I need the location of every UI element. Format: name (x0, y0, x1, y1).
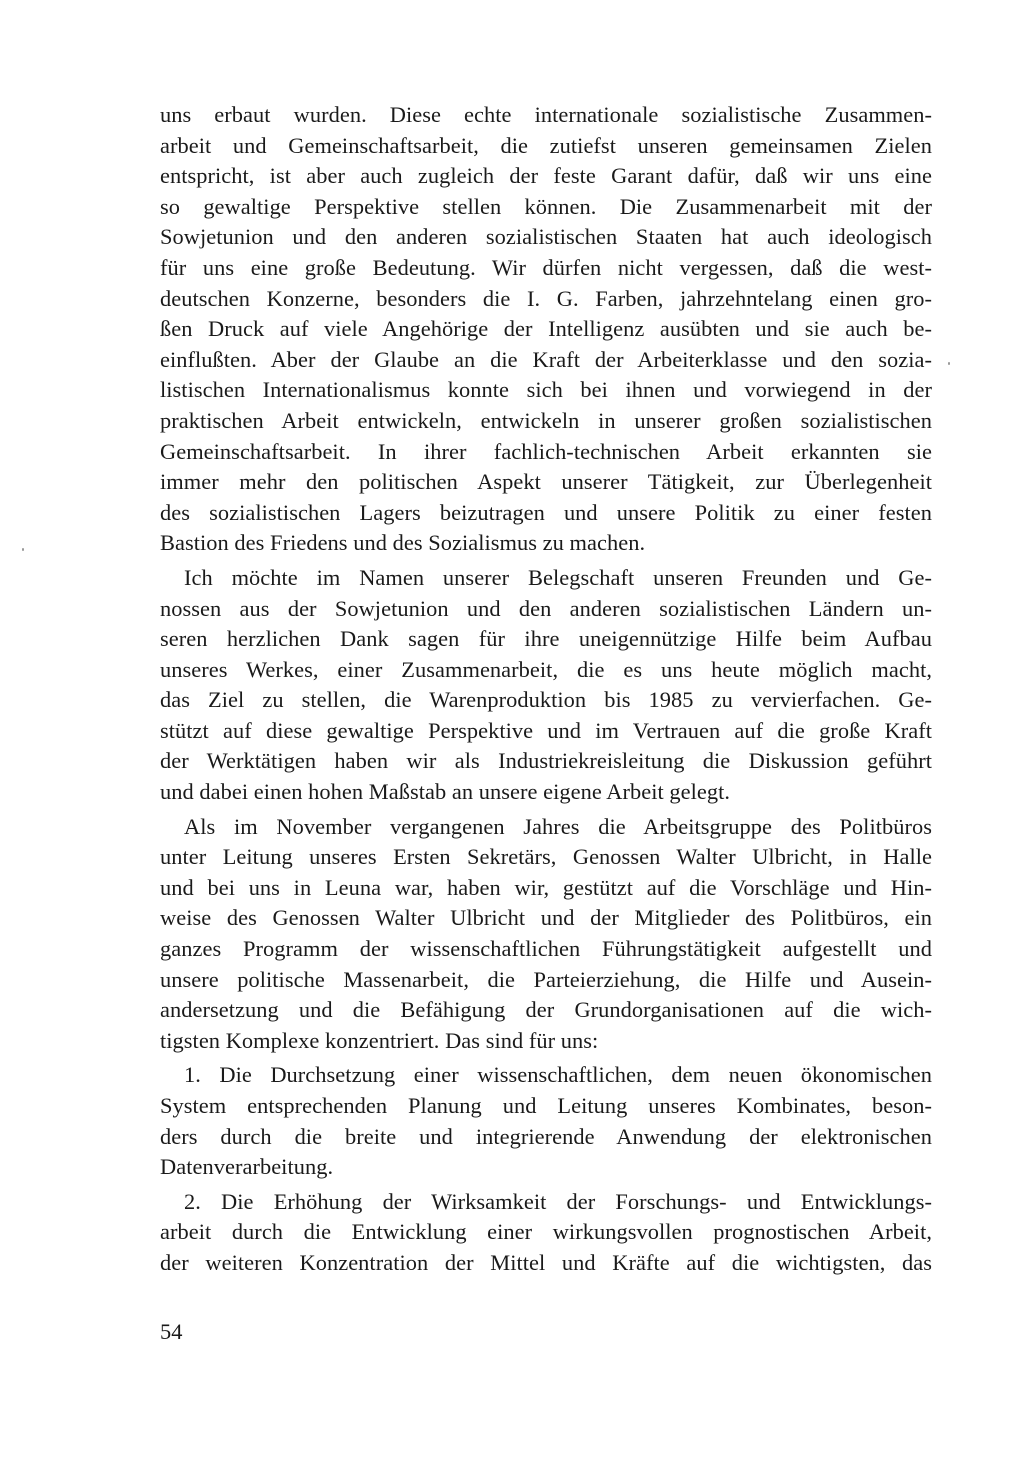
text-line: und bei uns in Leuna war, haben wir, gestützt auf die Vorschläge und Hin- (160, 874, 932, 900)
text-line: Als im November vergangenen Jahres die Arbeitsgruppe des Politbüros (184, 813, 932, 839)
text-line: listischen Internationalismus konnte sich bei ihnen und vorwiegend in der (160, 377, 932, 403)
text-line: tigsten Komplexe konzentriert. Das sind für uns: (160, 1027, 599, 1053)
list-item-1 (160, 1060, 932, 1182)
text-line: arbeit durch die Entwicklung einer wirkungsvollen prognostischen Arbeit, (160, 1219, 932, 1245)
text-line: so gewaltige Perspektive stellen können. Die Zusammenarbeit mit der (160, 193, 932, 219)
text-line: einflußten. Aber der Glaube an die Kraft der Arbeiterklasse und den sozia- (160, 346, 932, 372)
text-line: ßen Druck auf viele Angehörige der Intelligenz ausübten und sie auch be- (160, 316, 932, 342)
text-line: für uns eine große Bedeutung. Wir dürfen nicht vergessen, daß die west- (160, 254, 932, 280)
text-line: Sowjetunion und den anderen sozialistischen Staaten hat auch ideologisch (160, 224, 932, 250)
text-line: uns erbaut wurden. Diese echte internationale sozialistische Zusammen- (160, 102, 932, 127)
body-text (160, 100, 932, 1279)
text-line: deutschen Konzerne, besonders die I. G. Farben, jahrzehntelang einen gro- (160, 285, 932, 311)
text-line: unter Leitung unseres Ersten Sekretärs, Genossen Walter Ulbricht, in Halle (160, 844, 932, 870)
text-line: System entsprechenden Planung und Leitung unseres Kombinates, beson- (160, 1093, 932, 1118)
text-line: und dabei einen hohen Maßstab an unsere eigene Arbeit gelegt. (160, 779, 731, 805)
text-line: unsere politische Massenarbeit, die Parteierziehung, die Hilfe und Ausein- (160, 966, 932, 992)
paragraph-3 (160, 812, 932, 1057)
text-line: entspricht, ist aber auch zugleich der feste Garant dafür, daß wir uns eine (160, 163, 932, 189)
text-line: des sozialistischen Lagers beizutragen und unsere Politik zu einer festen (160, 499, 932, 525)
text-line: 1. Die Durchsetzung einer wissenschaftlichen, dem neuen ökonomischen (184, 1062, 932, 1088)
text-line: das Ziel zu stellen, die Warenproduktion bis 1985 zu vervierfachen. Ge- (160, 687, 932, 713)
text-line: der Werktätigen haben wir als Industriekreisleitung die Diskussion geführt (160, 748, 932, 774)
text-line: Gemeinschaftsarbeit. In ihrer fachlich-technischen Arbeit erkannten sie (160, 438, 932, 464)
paragraph-2 (160, 563, 932, 808)
text-line: ders durch die breite und integrierende Anwendung der elektronischen (160, 1123, 932, 1149)
text-line: stützt auf diese gewaltige Perspektive und im Vertrauen auf die große Kraft (160, 717, 932, 743)
page-number: 54 (160, 1319, 183, 1344)
text-line: der weiteren Konzentration der Mittel und Kräfte auf die wichtigsten, das (160, 1249, 932, 1275)
scan-speck (22, 548, 24, 551)
paragraph-1 (160, 100, 932, 559)
text-line: praktischen Arbeit entwickeln, entwickeln in unserer großen sozialistischen (160, 407, 932, 433)
text-line: weise des Genossen Walter Ulbricht und der Mitglieder des Politbüros, ein (160, 905, 932, 931)
text-line: Datenverarbeitung. (160, 1154, 334, 1180)
text-line: unseres Werkes, einer Zusammenarbeit, die es uns heute möglich macht, (160, 656, 932, 682)
text-line: Bastion des Friedens und des Sozialismus zu machen. (160, 530, 646, 556)
text-line: andersetzung und die Befähigung der Grundorganisationen auf die wich- (160, 997, 932, 1023)
text-line: arbeit und Gemeinschaftsarbeit, die zutiefst unseren gemeinsamen Zielen (160, 132, 932, 158)
list-item-2 (160, 1187, 932, 1279)
text-line: ganzes Programm der wissenschaftlichen Führungstätigkeit aufgestellt und (160, 936, 932, 962)
text-line: 2. Die Erhöhung der Wirksamkeit der Forschungs- und Entwicklungs- (184, 1188, 932, 1214)
text-line: seren herzlichen Dank sagen für ihre uneigennützige Hilfe beim Aufbau (160, 626, 932, 652)
text-line: immer mehr den politischen Aspekt unserer Tätigkeit, zur Überlegenheit (160, 469, 932, 495)
text-line: Ich möchte im Namen unserer Belegschaft unseren Freunden und Ge- (184, 564, 932, 590)
scan-speck (948, 362, 950, 365)
text-line: nossen aus der Sowjetunion und den anderen sozialistischen Ländern un- (160, 595, 932, 621)
